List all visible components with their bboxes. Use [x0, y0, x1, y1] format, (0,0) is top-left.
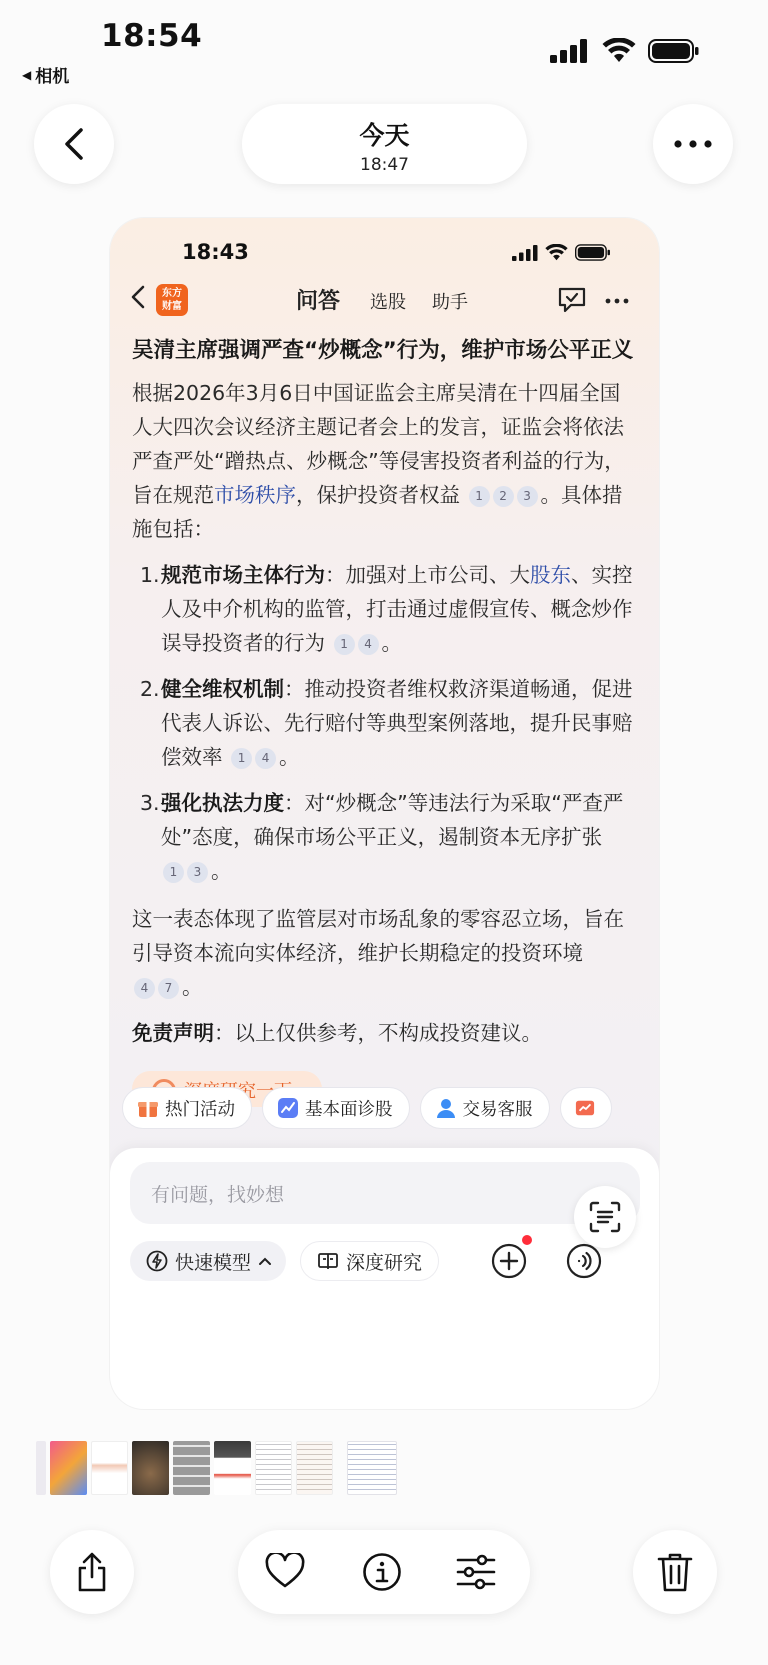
screenshot-image[interactable]: [110, 218, 659, 1409]
citation-badge[interactable]: 4: [358, 634, 379, 655]
list-item: 3. 强化执法力度：对“炒概念”等违法行为采取“严查严处”态度，确保市场公平正义，遏制资本无序扩张 1 3 。: [140, 791, 624, 883]
back-app-label: 相机: [35, 67, 70, 87]
answer-headline: 吴清主席强调严查“炒概念”行为，维护市场公平正义: [132, 338, 634, 363]
citation-badge[interactable]: 1: [231, 748, 252, 769]
citation-badge[interactable]: 1: [469, 486, 490, 507]
bottom-actions: [238, 1530, 530, 1614]
share-icon: [75, 1551, 109, 1593]
link-market-order[interactable]: 市场秩序: [214, 483, 296, 507]
answer-intro: 根据2026年3月6日中国证监会主席吴清在十四届全国人大四次会议经济主题记者会上的发言，证监会将依法严查严处“蹭热点、炒概念”等侵害投资者利益的行为，旨在规范市场秩序，保护投资者权益 1 2 3 。具体措施包括：: [132, 381, 625, 541]
sliders-icon[interactable]: [456, 1554, 496, 1590]
measures-list: [132, 558, 637, 888]
quick-more[interactable]: [560, 1087, 612, 1129]
chevron-left-icon[interactable]: [130, 284, 146, 310]
thumbnail-strip: [36, 1441, 397, 1495]
status-time: 18:54: [101, 18, 203, 54]
inner-status-time: 18:43: [182, 240, 249, 264]
info-icon[interactable]: [362, 1552, 402, 1592]
page-title: 今天: [359, 121, 410, 150]
tab-assistant[interactable]: 助手: [432, 292, 468, 313]
citation-badge[interactable]: 2: [493, 486, 514, 507]
citation-badge[interactable]: 3: [187, 862, 208, 883]
more-button[interactable]: [653, 104, 733, 184]
quick-trade-support[interactable]: 交易客服: [420, 1087, 550, 1129]
answer-content: [132, 334, 637, 1062]
thumbnail-current[interactable]: [347, 1441, 397, 1495]
thumbnail[interactable]: [173, 1441, 210, 1495]
citation-badge[interactable]: 4: [134, 978, 155, 999]
app-logo: 东方 财富: [156, 284, 188, 316]
quick-hot-events[interactable]: 热门活动: [122, 1087, 252, 1129]
model-selector[interactable]: 快速模型: [130, 1241, 286, 1281]
ellipsis-icon: [674, 140, 712, 148]
inner-status-icons: [512, 244, 611, 261]
notification-dot: [522, 1235, 532, 1245]
back-to-app[interactable]: [22, 62, 69, 87]
thumbnail[interactable]: [36, 1441, 46, 1495]
app-nav-bar: [110, 278, 659, 322]
citation-badge[interactable]: 7: [158, 978, 179, 999]
wifi-icon: [545, 244, 568, 261]
ellipsis-icon[interactable]: [605, 298, 629, 304]
citation-badge[interactable]: 1: [163, 862, 184, 883]
thumbnail[interactable]: [91, 1441, 128, 1495]
chevron-left-icon: [62, 127, 86, 161]
chevron-up-icon: [258, 1256, 272, 1266]
lightning-icon: [146, 1250, 168, 1272]
date-title-pill: [242, 104, 527, 184]
chat-input-panel: [110, 1148, 659, 1409]
heart-icon[interactable]: [265, 1553, 305, 1589]
thumbnail[interactable]: [296, 1441, 333, 1495]
analysis-icon: [277, 1097, 299, 1119]
wifi-icon: [602, 38, 636, 63]
signal-icon: [550, 39, 590, 63]
citation-badge[interactable]: 3: [517, 486, 538, 507]
research-icon: [317, 1250, 339, 1272]
quick-fundamental-diagnosis[interactable]: 基本面诊股: [262, 1087, 410, 1129]
page-subtitle: 18:47: [360, 155, 409, 175]
chart-card-icon: [575, 1097, 595, 1119]
link-shareholder[interactable]: 股东: [530, 563, 571, 587]
voice-button[interactable]: [566, 1243, 602, 1279]
gift-icon: [137, 1097, 159, 1119]
thumbnail[interactable]: [255, 1441, 292, 1495]
voice-wave-icon: [566, 1243, 602, 1279]
quick-actions: [122, 1087, 659, 1131]
attach-button[interactable]: [491, 1243, 527, 1279]
question-input[interactable]: 有问题，找妙想: [130, 1162, 640, 1224]
scan-text-icon: [588, 1200, 622, 1234]
tab-stock-picker[interactable]: 选股: [370, 292, 406, 313]
battery-icon: [575, 244, 611, 261]
status-icons: [550, 38, 700, 63]
trash-icon: [657, 1551, 693, 1593]
thumbnail[interactable]: [50, 1441, 87, 1495]
thumbnail[interactable]: [214, 1441, 251, 1495]
thumbnail[interactable]: [132, 1441, 169, 1495]
battery-icon: [648, 39, 700, 63]
chat-feedback-icon[interactable]: [557, 286, 587, 314]
back-button[interactable]: [34, 104, 114, 184]
citation-badge[interactable]: 4: [255, 748, 276, 769]
share-button[interactable]: [50, 1530, 134, 1614]
agent-icon: [435, 1097, 457, 1119]
tab-qa[interactable]: 问答: [296, 289, 341, 314]
scan-button[interactable]: [574, 1186, 636, 1248]
deep-research-toggle[interactable]: 深度研究: [300, 1241, 439, 1281]
disclaimer: 免责声明：以上仅供参考，不构成投资建议。: [132, 1021, 542, 1045]
answer-summary: 这一表态体现了监管层对市场乱象的零容忍立场，旨在引导资本流向实体经济，维护长期稳定的投资环境 4 7 。: [132, 907, 624, 999]
signal-icon: [512, 245, 538, 261]
link-market-entity[interactable]: 市场主体: [202, 563, 284, 587]
back-triangle-icon: ◀: [22, 67, 32, 82]
plus-circle-icon: [491, 1243, 527, 1279]
citation-badge[interactable]: 1: [334, 634, 355, 655]
list-item: 2. 健全维权机制：推动投资者维权救济渠道畅通，促进代表人诉讼、先行赔付等典型案例落地，提升民事赔偿效率 1 4 。: [140, 677, 633, 769]
delete-button[interactable]: [633, 1530, 717, 1614]
list-item: 1. 规范市场主体行为：加强对上市公司、大股东、实控人及中介机构的监管，打击通过虚假宣传、概念炒作误导投资者的行为 1 4 。: [140, 563, 633, 655]
